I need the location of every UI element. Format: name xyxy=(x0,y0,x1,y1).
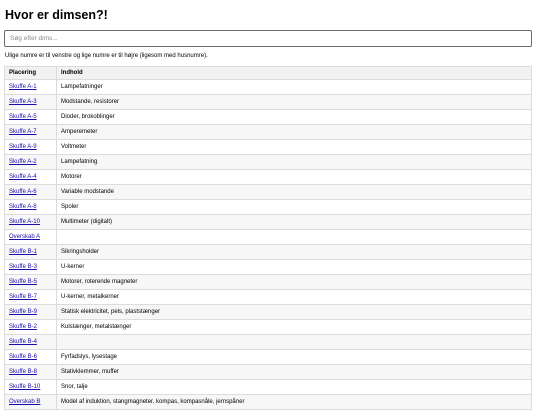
location-link[interactable]: Skuffe B-4 xyxy=(9,339,37,345)
location-link[interactable]: Skuffe B-9 xyxy=(9,309,37,315)
location-cell xyxy=(5,140,57,155)
location-link[interactable]: Skuffe A-5 xyxy=(9,114,37,120)
location-link[interactable]: Skuffe B-3 xyxy=(9,264,37,270)
instruction-note: Ulige numre er til venstre og lige numre er til højre (ligesom med husnumre). xyxy=(5,53,208,59)
location-cell xyxy=(5,260,57,275)
content-cell: Stativklemmer, muffer xyxy=(57,365,532,380)
location-cell xyxy=(5,290,57,305)
content-cell: Spoler xyxy=(57,200,532,215)
content-cell: Multimeter (digitalt) xyxy=(57,215,532,230)
table-row xyxy=(5,95,532,110)
location-link[interactable]: Overskab B xyxy=(9,399,41,405)
location-cell xyxy=(5,245,57,260)
table-row xyxy=(5,125,532,140)
content-cell: Voltmeter xyxy=(57,140,532,155)
table-row xyxy=(5,350,532,365)
location-link[interactable]: Skuffe A-6 xyxy=(9,189,37,195)
location-cell xyxy=(5,215,57,230)
content-cell: Dioder, brokoblinger xyxy=(57,110,532,125)
location-cell xyxy=(5,80,57,95)
location-link[interactable]: Skuffe B-1 xyxy=(9,249,37,255)
table-row xyxy=(5,260,532,275)
page-title: Hvor er dimsen?! xyxy=(5,8,108,22)
table-body xyxy=(5,80,532,410)
table-row xyxy=(5,395,532,410)
location-link[interactable]: Skuffe A-2 xyxy=(9,159,37,165)
location-cell xyxy=(5,185,57,200)
table-row xyxy=(5,380,532,395)
table-row xyxy=(5,245,532,260)
table-row xyxy=(5,335,532,350)
location-link[interactable]: Skuffe A-8 xyxy=(9,204,37,210)
location-cell xyxy=(5,320,57,335)
content-cell: Amperemeter xyxy=(57,125,532,140)
table-row xyxy=(5,140,532,155)
content-cell xyxy=(57,230,532,245)
table-row xyxy=(5,305,532,320)
table-row xyxy=(5,275,532,290)
location-cell xyxy=(5,365,57,380)
location-cell xyxy=(5,395,57,410)
location-cell xyxy=(5,335,57,350)
location-link[interactable]: Skuffe B-2 xyxy=(9,324,37,330)
table-row xyxy=(5,110,532,125)
content-cell: Snor, talje xyxy=(57,380,532,395)
location-link[interactable]: Skuffe B-8 xyxy=(9,369,37,375)
location-cell xyxy=(5,275,57,290)
location-link[interactable]: Skuffe A-7 xyxy=(9,129,37,135)
location-link[interactable]: Skuffe A-3 xyxy=(9,99,37,105)
table-row xyxy=(5,365,532,380)
table-row xyxy=(5,215,532,230)
location-link[interactable]: Skuffe B-7 xyxy=(9,294,37,300)
content-cell: Motorer xyxy=(57,170,532,185)
location-cell xyxy=(5,155,57,170)
table-header-row xyxy=(5,67,532,80)
location-cell xyxy=(5,350,57,365)
location-cell xyxy=(5,230,57,245)
table-row xyxy=(5,200,532,215)
content-cell: Sikringsholder xyxy=(57,245,532,260)
location-link[interactable]: Skuffe B-5 xyxy=(9,279,37,285)
column-header-placering: Placering xyxy=(5,67,57,80)
content-cell: Lampefatning xyxy=(57,155,532,170)
table-row xyxy=(5,155,532,170)
location-cell xyxy=(5,125,57,140)
location-link[interactable]: Skuffe A-10 xyxy=(9,219,40,225)
table-row xyxy=(5,80,532,95)
location-link[interactable]: Skuffe B-10 xyxy=(9,384,41,390)
table-row xyxy=(5,230,532,245)
content-cell: Fyrfadslys, lysestage xyxy=(57,350,532,365)
location-cell xyxy=(5,200,57,215)
location-link[interactable]: Skuffe A-4 xyxy=(9,174,37,180)
content-cell: Variable modstande xyxy=(57,185,532,200)
location-link[interactable]: Skuffe B-6 xyxy=(9,354,37,360)
content-cell: Model af induktion, stangmagneter, kompas, kompasnåle, jernspåner xyxy=(57,395,532,410)
location-cell xyxy=(5,95,57,110)
content-cell: Statisk elektricitet, pels, plaststænger xyxy=(57,305,532,320)
table-row xyxy=(5,290,532,305)
content-cell: Modstande, resistorer xyxy=(57,95,532,110)
table-row xyxy=(5,185,532,200)
content-cell xyxy=(57,335,532,350)
content-cell: U-kerner xyxy=(57,260,532,275)
location-link[interactable]: Skuffe A-1 xyxy=(9,84,37,90)
content-cell: Motorer, roterende magneter xyxy=(57,275,532,290)
location-table xyxy=(4,66,532,410)
table-row xyxy=(5,320,532,335)
location-cell xyxy=(5,110,57,125)
location-cell xyxy=(5,305,57,320)
location-cell xyxy=(5,380,57,395)
location-link[interactable]: Skuffe A-9 xyxy=(9,144,37,150)
location-cell xyxy=(5,170,57,185)
location-link[interactable]: Overskab A xyxy=(9,234,41,240)
search-input[interactable] xyxy=(4,30,532,47)
table-row xyxy=(5,170,532,185)
content-cell: Kulstænger, metalstænger xyxy=(57,320,532,335)
content-cell: U-kerner, metalkerner xyxy=(57,290,532,305)
column-header-indhold: Indhold xyxy=(57,67,532,80)
content-cell: Lampefatninger xyxy=(57,80,532,95)
